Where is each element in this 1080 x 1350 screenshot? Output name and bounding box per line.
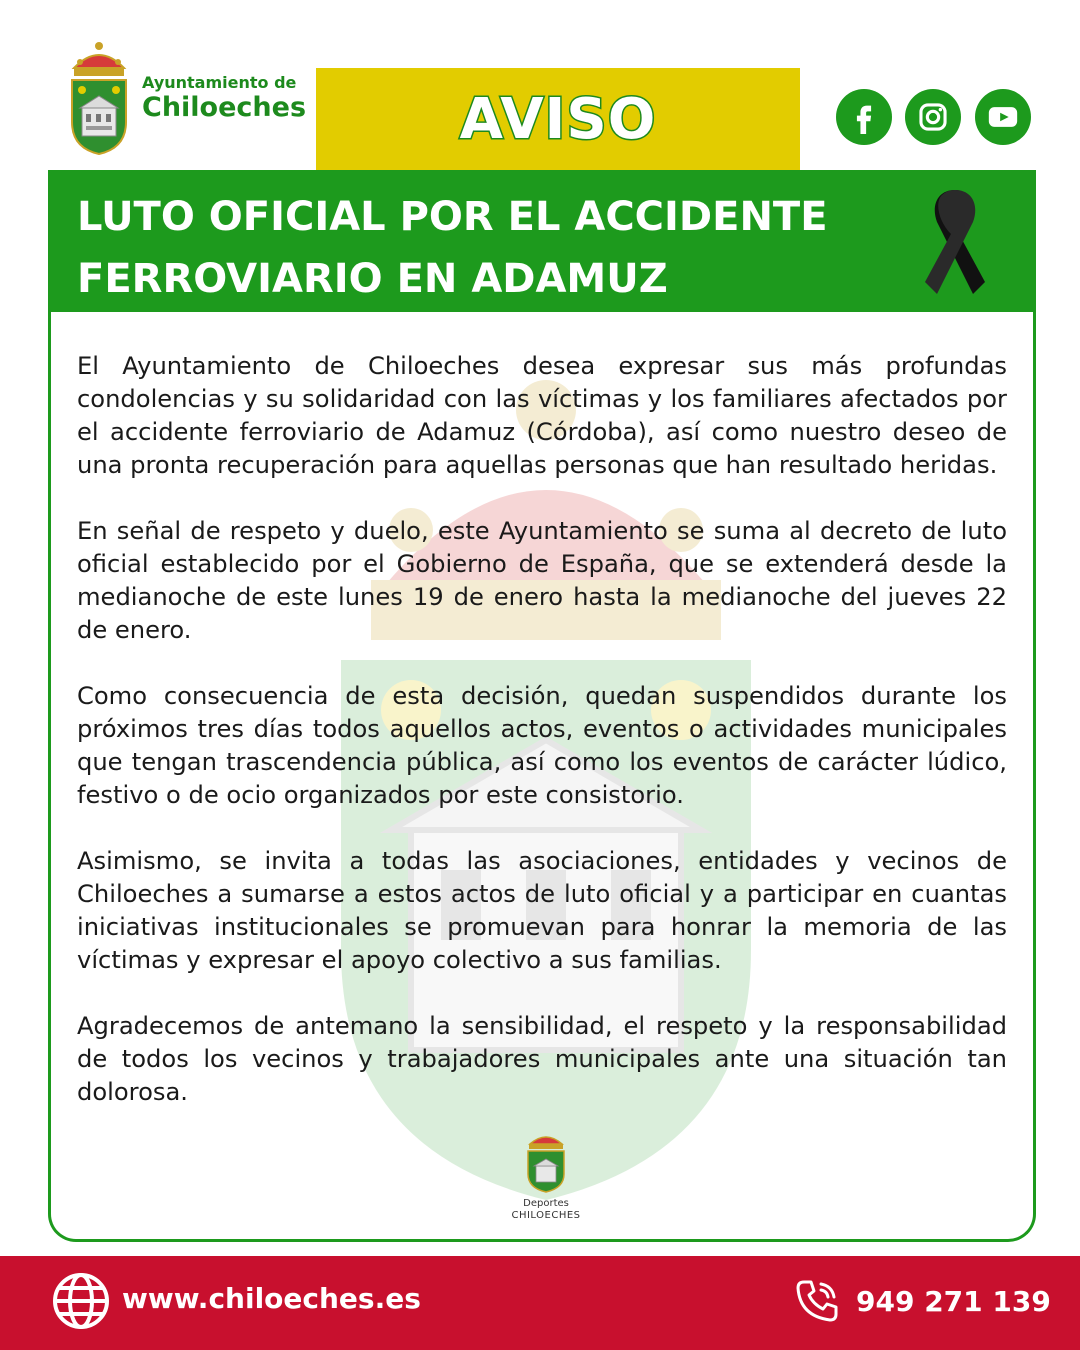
paragraph-5: Agradecemos de antemano la sensibilidad, el respeto y la responsabilidad de todos los vecinos y trabajadores municipales ante una situación tan dolorosa.: [77, 1012, 1007, 1106]
notice-body: [77, 350, 1007, 1142]
instagram-icon: [916, 100, 950, 134]
paragraph-3: Como consecuencia de esta decisión, quedan suspendidos durante los próximos tres días todos aquellos actos, eventos o actividades municipales que tengan trascendencia pública, así como los eventos de carácter lúdico, festivo o de ocio organizados por este consistorio.: [77, 682, 1007, 809]
deportes-label: Deportes: [523, 1198, 569, 1209]
facebook-link[interactable]: [836, 89, 892, 145]
municipality-logo: [66, 38, 306, 158]
youtube-icon: [986, 100, 1020, 134]
website-link[interactable]: www.chiloeches.es: [122, 1282, 421, 1315]
paragraph-1: El Ayuntamiento de Chiloeches desea expresar sus más profundas condolencias y su solidaridad con las víctimas y los familiares afectados por el accidente ferroviario de Adamuz (Córdoba), así como nuestro deseo de una pronta recuperación para aquellas personas que han resultado heridas.: [77, 352, 1007, 479]
notice-card: [48, 170, 1036, 1242]
mourning-ribbon-icon: [915, 182, 995, 302]
youtube-link[interactable]: [975, 89, 1031, 145]
phone-number[interactable]: 949 271 139: [856, 1285, 1051, 1318]
deportes-logo: [506, 1130, 586, 1240]
footer-bar: [0, 1256, 1080, 1350]
aviso-label: AVISO: [459, 86, 657, 152]
notice-title: LUTO OFICIAL POR EL ACCIDENTE FERROVIARIO EN ADAMUZ (CÓRDOBA): [77, 194, 828, 364]
coat-of-arms-icon: [66, 40, 132, 156]
logo-subtitle: Ayuntamiento de: [142, 73, 297, 92]
title-bar: [51, 170, 1033, 364]
aviso-banner: [316, 68, 800, 170]
paragraph-2: En señal de respeto y duelo, este Ayuntamiento se suma al decreto de luto oficial establecido por el Gobierno de España, que se extenderá desde la medianoche de este lunes 19 de enero hasta la medianoche del jueves 22 de enero.: [77, 517, 1007, 644]
facebook-icon: [847, 100, 881, 134]
deportes-town: CHILOECHES: [511, 1210, 581, 1221]
paragraph-4: Asimismo, se invita a todas las asociaciones, entidades y vecinos de Chiloeches a sumarse a estos actos de luto oficial y a participar en cuantas iniciativas institucionales se promuevan para honrar la memoria de las víctimas y expresar el apoyo colectivo a sus familias.: [77, 847, 1007, 974]
phone-icon: [794, 1278, 840, 1324]
globe-icon: [52, 1272, 110, 1330]
instagram-link[interactable]: [905, 89, 961, 145]
logo-title: Chiloeches: [142, 92, 307, 123]
deportes-shield-icon: [524, 1130, 568, 1194]
